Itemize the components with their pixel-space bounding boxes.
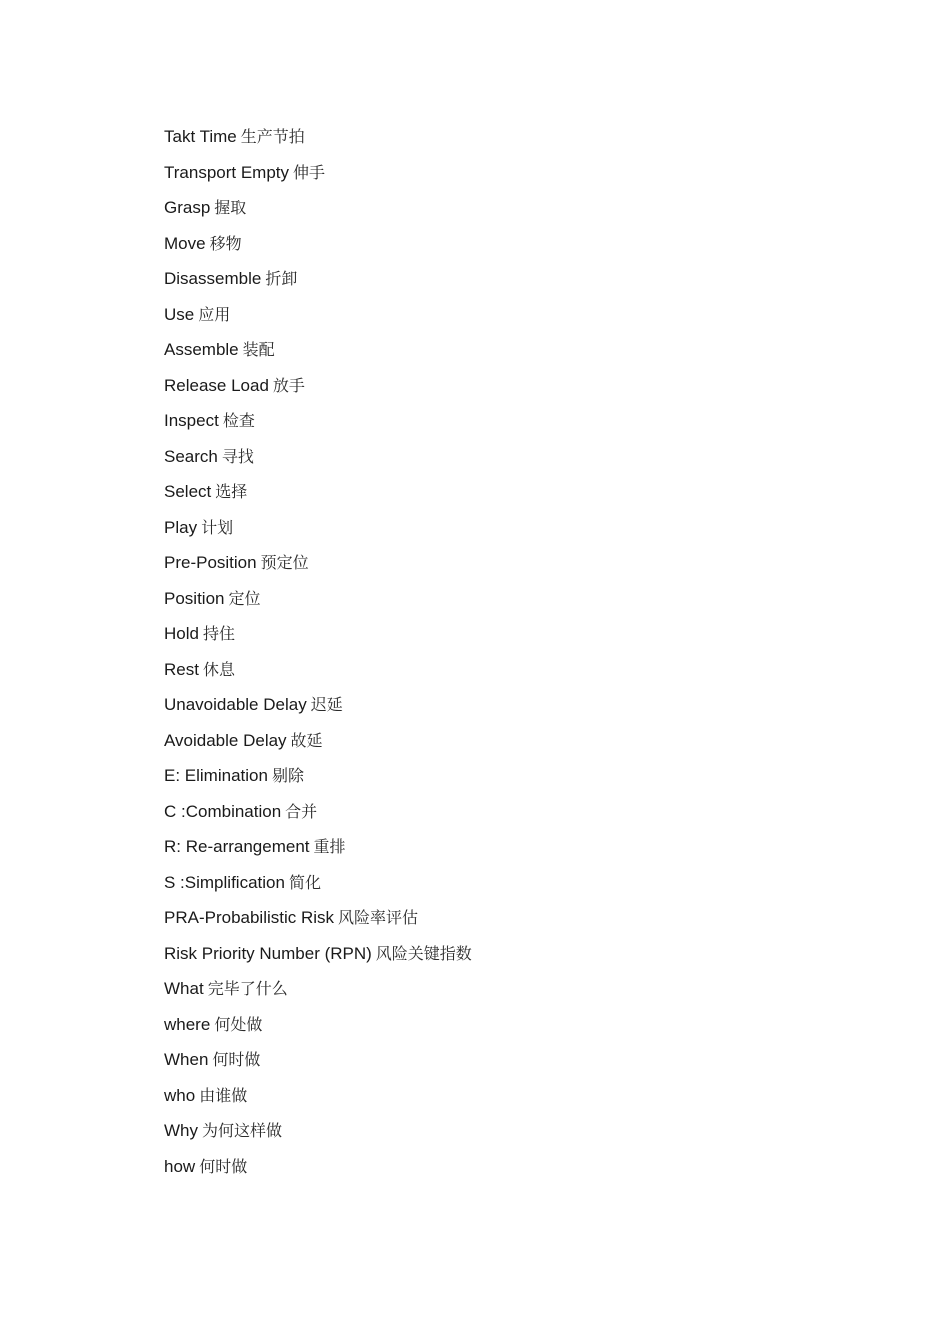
term-row bbox=[164, 936, 472, 972]
term-chinese: 迟延 bbox=[310, 695, 343, 714]
term-chinese: 伸手 bbox=[293, 162, 326, 182]
term-chinese: 剔除 bbox=[271, 766, 304, 785]
term-chinese: 简化 bbox=[288, 872, 321, 892]
term-english: S :Simplification bbox=[164, 872, 285, 892]
term-english: Takt Time bbox=[164, 127, 237, 146]
term-english: how bbox=[164, 1156, 196, 1176]
term-chinese: 何时做 bbox=[212, 1050, 261, 1069]
term-row bbox=[164, 226, 472, 262]
term-chinese: 休息 bbox=[202, 659, 235, 679]
term-english: C :Combination bbox=[164, 801, 282, 821]
term-row bbox=[164, 261, 472, 297]
term-english: who bbox=[164, 1085, 196, 1105]
term-chinese: 由谁做 bbox=[199, 1085, 248, 1105]
term-chinese: 折卸 bbox=[265, 269, 298, 288]
term-row bbox=[164, 1007, 472, 1043]
term-row bbox=[164, 616, 472, 652]
term-chinese: 装配 bbox=[242, 340, 275, 359]
term-row bbox=[164, 971, 472, 1007]
term-english: Avoidable Delay bbox=[164, 730, 287, 750]
term-chinese: 重排 bbox=[313, 837, 346, 856]
term-row bbox=[164, 119, 472, 155]
term-row bbox=[164, 545, 472, 581]
term-english: Move bbox=[164, 233, 206, 253]
term-english: Disassemble bbox=[164, 269, 262, 288]
term-english: Rest bbox=[164, 659, 199, 679]
term-english: Position bbox=[164, 588, 225, 608]
term-list bbox=[164, 119, 472, 1184]
term-row bbox=[164, 1113, 472, 1149]
term-english: Hold bbox=[164, 624, 199, 643]
term-chinese: 何时做 bbox=[199, 1156, 248, 1176]
term-english: Search bbox=[164, 446, 218, 466]
term-row bbox=[164, 155, 472, 191]
term-row bbox=[164, 297, 472, 333]
term-row bbox=[164, 510, 472, 546]
term-chinese: 计划 bbox=[201, 517, 234, 537]
term-english: Risk Priority Number (RPN) bbox=[164, 943, 372, 963]
term-row bbox=[164, 368, 472, 404]
term-row bbox=[164, 829, 472, 865]
term-row bbox=[164, 439, 472, 475]
term-row bbox=[164, 1042, 472, 1078]
term-chinese: 应用 bbox=[198, 304, 231, 324]
term-chinese: 合并 bbox=[285, 801, 318, 821]
term-chinese: 故延 bbox=[290, 730, 323, 750]
term-chinese: 选择 bbox=[215, 482, 248, 501]
term-row bbox=[164, 332, 472, 368]
term-chinese: 完毕了什么 bbox=[207, 979, 288, 998]
term-row bbox=[164, 1078, 472, 1114]
term-row bbox=[164, 865, 472, 901]
term-english: Select bbox=[164, 482, 212, 501]
term-chinese: 预定位 bbox=[260, 553, 309, 572]
term-chinese: 寻找 bbox=[221, 446, 254, 466]
term-row bbox=[164, 900, 472, 936]
term-english: What bbox=[164, 979, 204, 998]
term-chinese: 风险率评估 bbox=[338, 908, 419, 927]
term-row bbox=[164, 581, 472, 617]
term-chinese: 何处做 bbox=[214, 1014, 263, 1034]
term-chinese: 移物 bbox=[209, 233, 242, 253]
term-english: R: Re-arrangement bbox=[164, 837, 310, 856]
term-row bbox=[164, 794, 472, 830]
term-english: Transport Empty bbox=[164, 162, 290, 182]
term-english: Use bbox=[164, 304, 195, 324]
term-english: Unavoidable Delay bbox=[164, 695, 307, 714]
term-english: Inspect bbox=[164, 411, 219, 430]
term-row bbox=[164, 723, 472, 759]
term-chinese: 为何这样做 bbox=[202, 1121, 283, 1140]
term-english: E: Elimination bbox=[164, 766, 268, 785]
term-english: Assemble bbox=[164, 340, 239, 359]
term-english: Play bbox=[164, 517, 198, 537]
term-english: Why bbox=[164, 1121, 198, 1140]
term-chinese: 生产节拍 bbox=[240, 127, 305, 146]
term-english: Grasp bbox=[164, 198, 211, 217]
term-row bbox=[164, 474, 472, 510]
term-chinese: 放手 bbox=[272, 375, 305, 395]
term-chinese: 握取 bbox=[214, 198, 247, 217]
term-chinese: 检查 bbox=[222, 411, 255, 430]
term-english: Release Load bbox=[164, 375, 269, 395]
term-row bbox=[164, 687, 472, 723]
term-english: where bbox=[164, 1014, 211, 1034]
term-row bbox=[164, 758, 472, 794]
term-row bbox=[164, 190, 472, 226]
term-chinese: 风险关键指数 bbox=[375, 943, 472, 963]
term-row bbox=[164, 652, 472, 688]
term-chinese: 持住 bbox=[202, 624, 235, 643]
term-english: PRA-Probabilistic Risk bbox=[164, 908, 335, 927]
term-chinese: 定位 bbox=[228, 588, 261, 608]
term-row bbox=[164, 1149, 472, 1185]
term-english: When bbox=[164, 1050, 209, 1069]
term-row bbox=[164, 403, 472, 439]
term-english: Pre-Position bbox=[164, 553, 257, 572]
